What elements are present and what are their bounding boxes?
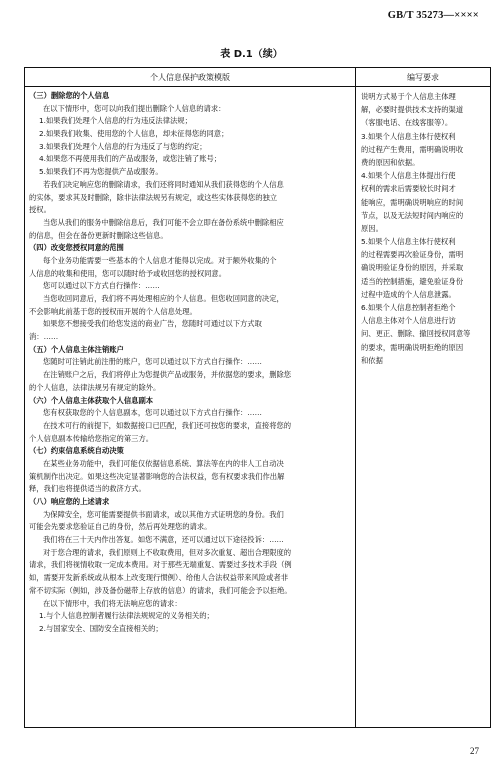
template-text-line: 在技术可行的前提下，如数据接口已匹配，我们还可按您的要求，直接将您的 [43, 420, 292, 430]
requirement-text-line: 问、更正、删除、撤回授权同意等 [361, 329, 471, 339]
requirement-text-line: 能响应，需明确说明响应的时间 [361, 197, 464, 207]
template-text-line: 个人信息副本传输给您指定的第三方。 [29, 433, 154, 443]
section-heading: （三）删除您的个人信息 [29, 91, 110, 100]
template-text-line: 授权。 [29, 205, 51, 215]
template-text-line: 您有权获取您的个人信息副本，您可以通过以下方式自行操作：…… [43, 408, 262, 418]
requirement-text-line: 确说明验证身份的原因，并采取 [361, 263, 464, 273]
section-heading: （六）个人信息主体获取个人信息副本 [29, 395, 154, 405]
requirement-text-line: 节点，以及无法短时间内响应的 [361, 210, 464, 220]
template-text-line: 为保障安全，您可能需要提供书面请求，或以其他方式证明您的身份。我们 [43, 509, 284, 519]
template-text-line: 的个人信息，法律法规另有规定的除外。 [29, 382, 161, 392]
template-text-line: 2.如果我们收集、使用您的个人信息，却未征得您的同意； [39, 129, 229, 139]
requirement-text-line: 权利的需求后需要较长时间才 [361, 184, 456, 194]
template-text-line: 当您收回同意后，我们将不再处理相应的个人信息。但您收回同意的决定， [43, 294, 284, 303]
template-text-line: 如果您不想接受我们给您发送的商业广告，您随时可通过以下方式取 [43, 319, 262, 329]
template-text-line: 当您从我们的服务中删除信息后，我们可能不会立即在备份系统中删除相应 [43, 217, 284, 227]
template-text-line: 您随时可注销此前注册的账户，您可以通过以下方式自行操作：…… [43, 357, 262, 367]
requirement-text-line: 过程中造成的个人信息泄露。 [361, 289, 456, 299]
template-text-line: 常不切实际（例如，涉及备份磁带上存放的信息）的请求，我们可能会予以拒绝。 [29, 585, 292, 595]
requirement-text-line: 和依据 [361, 355, 383, 365]
template-text-line: 在以下情形中，您可以向我们提出删除个人信息的请求： [43, 103, 226, 113]
requirement-text-line: 5.如果个人信息主体行使权利 [361, 237, 456, 247]
section-heading: （四）改变您授权同意的范围 [29, 243, 124, 253]
policy-template-table [24, 67, 491, 728]
template-text-line: 在以下情形中，我们将无法响应您的请求： [43, 598, 182, 608]
template-text-line: 5.如果我们不再为您提供产品或服务。 [39, 167, 163, 177]
template-text-line: 3.如果我们处理个人信息的行为违反了与您的约定； [39, 141, 207, 151]
section-heading: （七）约束信息系统自动决策 [29, 446, 124, 456]
template-text-column [29, 90, 351, 636]
column-header-template: 个人信息保护政策模版 [150, 73, 230, 82]
template-text-line: 在某些业务功能中，我们可能仅依据信息系统、算法等在内的非人工自动决 [43, 458, 284, 468]
template-text-line: 不会影响此前基于您的授权而开展的个人信息处理。 [29, 306, 197, 316]
template-text-line: 2.与国家安全、国防安全直接相关的； [39, 623, 163, 633]
template-text-line: 1.与个人信息控制者履行法律法规规定的义务相关的； [39, 611, 214, 621]
template-text-line: 的实体，要求其及时删除，除非法律法规另有规定，或这些实体获得您的独立 [29, 192, 278, 202]
table-header-row [25, 68, 490, 87]
template-text-line: 每个业务功能需要一些基本的个人信息才能得以完成。对于额外收集的个 [43, 255, 277, 265]
requirement-text-line: 6.如果个人信息控制者拒绝个 [361, 303, 456, 312]
template-text-line: 在注销账户之后，我们将停止为您提供产品或服务，并依据您的要求，删除您 [43, 370, 292, 380]
page-number: 27 [470, 746, 479, 756]
template-text-line: 若我们决定响应您的删除请求，我们还将同时通知从我们获得您的个人信息 [43, 179, 284, 189]
template-text-line: 消：…… [29, 332, 59, 342]
column-header-requirements: 编写要求 [407, 73, 439, 82]
section-heading: （五）个人信息主体注销账户 [29, 344, 124, 354]
requirement-text-line: 3.如果个人信息主体行使权利 [361, 131, 456, 141]
template-text-line: 4.如果您不再使用我们的产品或服务，或您注销了账号； [39, 154, 222, 164]
template-text-line: 策机制作出决定。如果这些决定显著影响您的合法权益，您有权要求我们作出解 [29, 471, 285, 481]
template-text-line: 您可以通过以下方式自行操作：…… [43, 281, 160, 291]
template-text-line: 1.如果我们处理个人信息的行为违反法律法规； [39, 116, 192, 126]
template-text-line: 人信息的收集和使用，您可以随时给予或收回您的授权同意。 [29, 268, 227, 278]
requirements-text-column [361, 90, 485, 367]
section-heading: （八）响应您的上述请求 [29, 497, 110, 506]
template-text-line: 请求，我们将视情收取一定成本费用。对于那些无端重复、需要过多技术手段（例 [29, 560, 292, 570]
requirement-text-line: 说明方式易于个人信息主体理 [361, 92, 456, 101]
requirement-text-line: 的过程需要再次验证身份，需明 [361, 250, 464, 260]
template-text-line: 可能会先要求您验证自己的身份，然后再处理您的请求。 [29, 522, 212, 532]
requirement-text-line: 人信息主体对个人信息进行访 [361, 316, 456, 326]
column-divider [355, 68, 356, 727]
template-text-line: 如，需要开发新系统或从根本上改变现行惯例）、给他人合法权益带来风险或者非 [29, 573, 289, 583]
template-text-line: 释，我们也将提供适当的救济方式。 [29, 484, 146, 494]
template-text-line: 我们将在三十天内作出答复。如您不满意，还可以通过以下途径投诉：…… [43, 535, 284, 545]
requirement-text-line: 的要求，需明确说明拒绝的原因 [361, 342, 464, 352]
requirement-text-line: （客服电话、在线客服等）。 [361, 118, 453, 128]
requirement-text-line: 适当的控制措施，避免验证身份 [361, 276, 464, 286]
table-title: 表 D.1（续） [220, 49, 283, 60]
requirement-text-line: 原因。 [361, 223, 383, 233]
standard-code: GB/T 35273—×××× [387, 10, 479, 21]
requirement-text-line: 的过程产生费用，需明确说明收 [361, 144, 464, 154]
template-text-line: 的信息，但会在备份更新时删除这些信息。 [29, 230, 168, 240]
requirement-text-line: 4.如果个人信息主体提出行使 [361, 171, 456, 181]
requirement-text-line: 费的原因和依据。 [361, 157, 420, 167]
template-text-line: 对于您合理的请求，我们原则上不收取费用，但对多次重复、超出合理限度的 [43, 547, 292, 557]
requirement-text-line: 解，必要时提供技术支持的渠道 [361, 105, 464, 115]
